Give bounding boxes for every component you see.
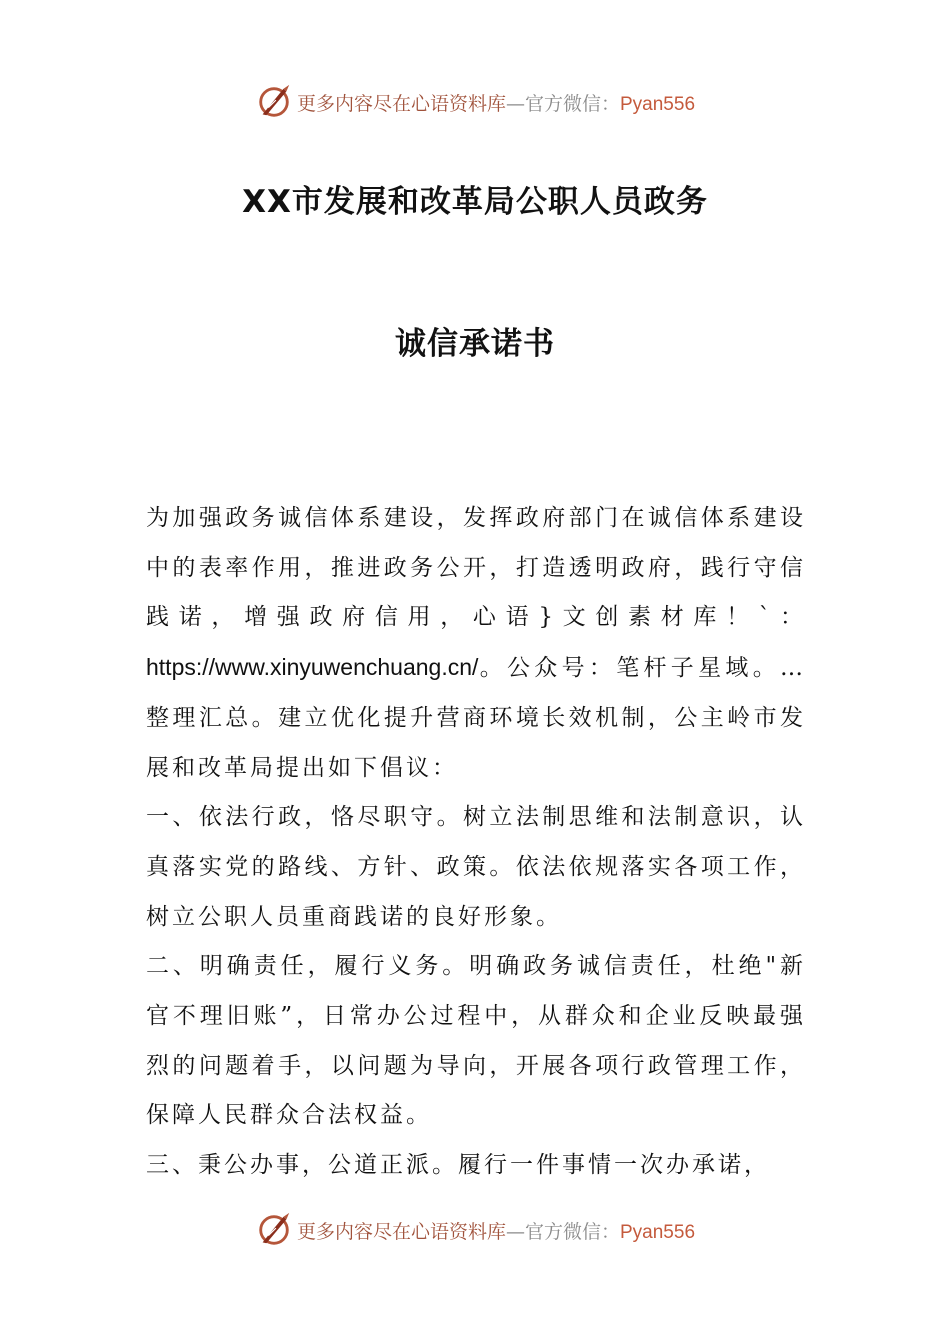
paragraph-intro bbox=[146, 494, 806, 793]
document-title-line-2: 诚信承诺书 bbox=[395, 326, 555, 362]
footer-banner-wechat-id: Pyan556 bbox=[620, 1221, 696, 1243]
header-banner-wechat-label: 官方微信： bbox=[524, 92, 620, 115]
paragraph-intro-url: https://www.xinyuwenchuang.cn/ bbox=[146, 654, 479, 681]
paragraph-item-1: 一、依法行政，恪尽职守。树立法制思维和法制意识，认真落实党的路线、方针、政策。依法依规落实各项工作，树立公职人员重商践诺的良好形象。 bbox=[146, 804, 806, 930]
document-title-line-1: XX市发展和改革局公职人员政务 bbox=[242, 184, 708, 220]
paragraph-item-2: 二、明确责任，履行义务。明确政务诚信责任，杜绝"新官不理旧账”，日常办公过程中，从群众和企业反映最强烈的问题着手，以问题为导向，开展各项行政管理工作，保障人民群众合法权益。 bbox=[146, 953, 806, 1129]
header-banner-wechat-id: Pyan556 bbox=[620, 93, 696, 115]
quill-pen-logo-icon bbox=[255, 83, 293, 121]
header-banner bbox=[0, 80, 950, 124]
footer-banner-text bbox=[297, 1217, 695, 1244]
paragraph-intro-part2: 。公众号：笔杆子星域。…整理汇总。建立优化提升营商环境长效机制，公主岭市发展和改革局提出如下倡议： bbox=[146, 655, 806, 781]
footer-banner bbox=[0, 1208, 950, 1252]
header-banner-main: 更多内容尽在心语资料库 bbox=[296, 92, 506, 115]
header-banner-separator: — bbox=[505, 92, 525, 115]
footer-banner-main: 更多内容尽在心语资料库 bbox=[296, 1220, 506, 1243]
document-body bbox=[146, 494, 806, 1191]
header-banner-text bbox=[297, 89, 695, 116]
footer-banner-separator: — bbox=[505, 1220, 525, 1243]
quill-pen-logo-icon bbox=[255, 1211, 293, 1249]
paragraph-item-3: 三、秉公办事，公道正派。履行一件事情一次办承诺， bbox=[146, 1152, 770, 1179]
footer-banner-wechat-label: 官方微信： bbox=[524, 1220, 620, 1243]
paragraph-intro-part1: 为加强政务诚信体系建设，发挥政府部门在诚信体系建设中的表率作用，推进政务公开，打造透明政府，践行守信践诺，增强政府信用，心语}文创素材库！`： bbox=[146, 505, 806, 631]
